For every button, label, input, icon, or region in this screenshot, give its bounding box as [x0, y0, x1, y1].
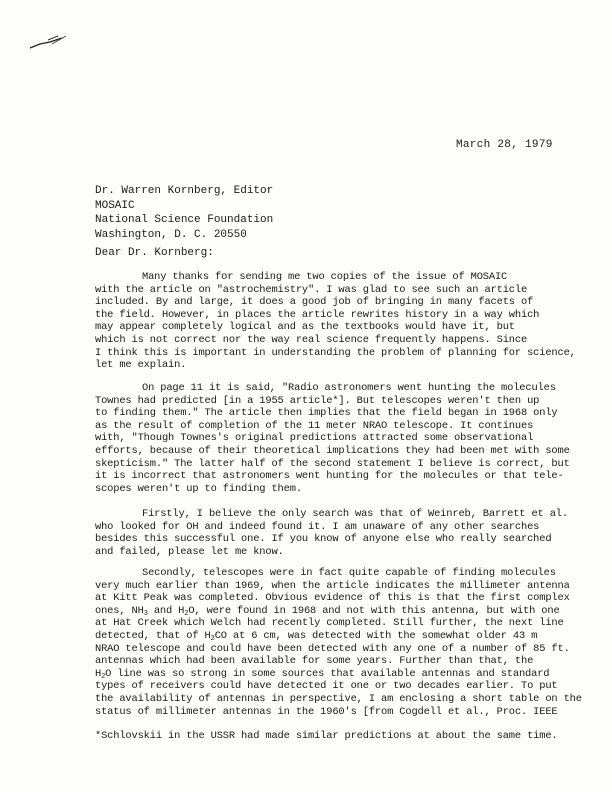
- text-line: with the article on "astrochemistry". I was glad to see such an article: [95, 283, 528, 296]
- text-line: the field. However, in places the article rewrites history in a way which: [95, 308, 540, 321]
- text-line: Secondly, telescopes were in fact quite capable of finding molecules: [142, 567, 556, 579]
- address-line: Washington, D. C. 20550: [95, 228, 247, 241]
- salutation: Dear Dr. Kornberg:: [95, 247, 214, 259]
- text-line: status of millimeter antennas in the 1960's [from Cogdell et al., Proc. IEEE: [95, 705, 558, 718]
- paragraph-1: [95, 271, 575, 372]
- text-line: Many thanks for sending me two copies of the issue of MOSAIC: [142, 271, 508, 283]
- address-line: Dr. Warren Kornberg, Editor: [95, 185, 274, 197]
- text-line: On page 11 it is said, "Radio astronomers went hunting the molecules: [142, 382, 556, 394]
- text-line: which is not correct nor the way real science frequently happens. Since: [95, 333, 528, 346]
- text-line: ones, $NH_3$ and $H_2O$, were found in 1968 and not with this antenna, but with one: [95, 604, 560, 618]
- text-line: detected, that of $H_2CO$ at 6 cm, was detected with the somewhat older 43 m: [95, 629, 538, 643]
- text-line: I think this is important in understanding the problem of planning for science,: [95, 346, 576, 359]
- pen-mark: [28, 30, 68, 52]
- text-line: types of receivers could have detected it one or two decades earlier. To put: [95, 680, 558, 693]
- text-line: may appear completely logical and as the textbooks would have it, but: [95, 321, 515, 334]
- paragraph-2: [95, 382, 575, 495]
- text-line: at Hat Creek which Welch had recently completed. Still further, the next line: [95, 617, 564, 630]
- text-line: let me explain.: [95, 359, 187, 372]
- text-line: skepticism." The latter half of the second statement I believe is correct, but: [95, 457, 570, 470]
- paragraph-4: [95, 567, 582, 718]
- text-line: as the result of completion of the 11 meter NRAO telescope. It continues: [95, 419, 534, 432]
- text-line: Firstly, I believe the only search was that of Weinreb, Barrett et al.: [142, 508, 568, 520]
- text-line: $H_2O$ line was so strong in some sources that available antennas and standard: [95, 667, 550, 681]
- letter-date: March 28, 1979: [456, 139, 553, 151]
- text-line: the availability of antennas in perspective, I am enclosing a short table on the: [95, 692, 582, 705]
- address-line: MOSAIC: [95, 199, 135, 212]
- text-line: at Kitt Peak was completed. Obvious evidence of this is that the first complex: [95, 592, 570, 605]
- text-line: very much earlier than 1969, when the article indicates the millimeter antenna: [95, 579, 570, 592]
- text-line: included. By and large, it does a good job of bringing in many facets of: [95, 296, 534, 309]
- text-line: with, "Though Townes's original predictions attracted some observational: [95, 432, 534, 445]
- text-line: Townes had predicted [in a 1955 article*]. But telescopes weren't then up: [95, 394, 540, 407]
- text-line: it is incorrect that astronomers went hunting for the molecules or that tele-: [95, 470, 564, 483]
- recipient-address: [95, 184, 273, 242]
- text-line: scopes weren't up to finding them.: [95, 482, 302, 495]
- footnote: *Schlovskii in the USSR had made similar predictions at about the same time.: [95, 730, 558, 742]
- text-line: to finding them." The article then implies that the field began in 1968 only: [95, 407, 558, 420]
- address-line: National Science Foundation: [95, 214, 274, 226]
- text-line: antennas which had been available for some years. Further than that, the: [95, 655, 534, 668]
- text-line: besides this successful one. If you know of anyone else who really searched: [95, 533, 552, 546]
- text-line: NRAO telescope and could have been detected with any one of a number of 85 ft.: [95, 642, 570, 655]
- text-line: efforts, because of their theoretical implications they had been met with some: [95, 444, 570, 457]
- text-line: who looked for OH and indeed found it. I am unaware of any other searches: [95, 520, 540, 533]
- paragraph-3: [95, 508, 575, 558]
- text-line: and failed, please let me know.: [95, 545, 284, 558]
